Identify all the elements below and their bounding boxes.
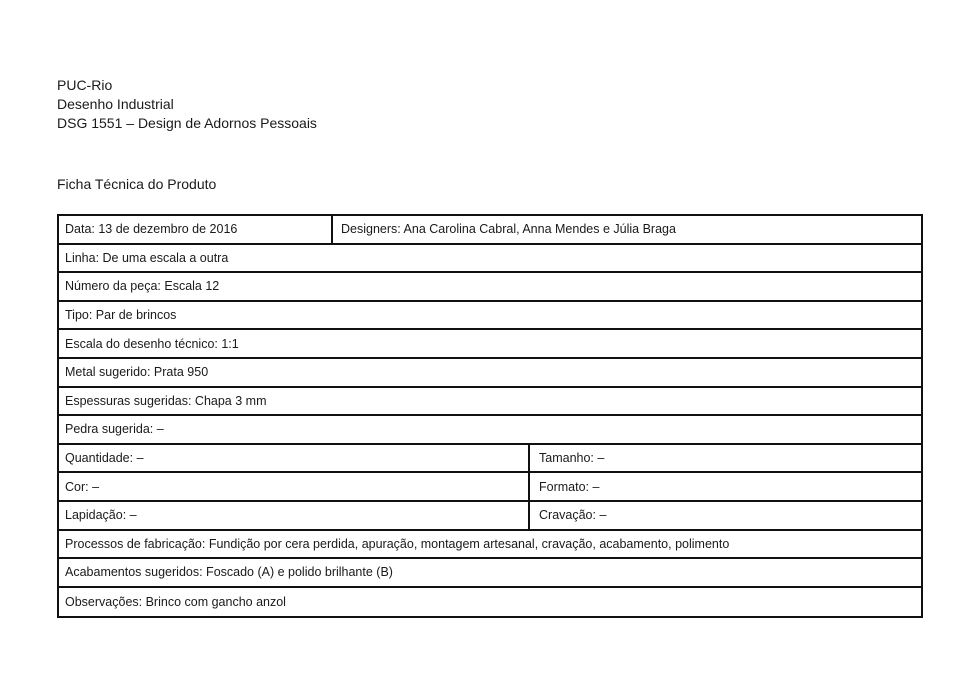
format-cell: Formato: – [539,479,600,494]
table-row [59,445,921,474]
institution-name: PUC-Rio [57,77,113,93]
document-header [57,76,317,133]
table-row [59,388,921,417]
table-row [59,302,921,331]
line-cell: Linha: De uma escala a outra [65,250,229,265]
designers-cell: Designers: Ana Carolina Cabral, Anna Mendes e Júlia Braga [341,222,676,237]
table-row [59,531,921,560]
product-spec-table [57,214,923,618]
notes-cell: Observações: Brinco com gancho anzol [65,595,286,610]
table-row [59,502,921,531]
piece-number-cell: Número da peça: Escala 12 [65,279,220,294]
table-row [59,273,921,302]
table-row [59,330,921,359]
table-row [59,588,921,617]
department-name: Desenho Industrial [57,96,174,112]
metal-cell: Metal sugerido: Prata 950 [65,365,209,380]
setting-cell: Cravação: – [539,508,607,523]
processes-cell: Processos de fabricação: Fundição por cera perdida, apuração, montagem artesanal, cravação, acabamento, polimento [65,536,730,551]
table-row [59,216,921,245]
table-row [59,559,921,588]
table-row [59,245,921,274]
drawing-scale-cell: Escala do desenho técnico: 1:1 [65,336,239,351]
table-row [59,473,921,502]
size-cell: Tamanho: – [539,451,605,466]
quantity-cell: Quantidade: – [59,445,530,472]
thickness-cell: Espessuras sugeridas: Chapa 3 mm [65,393,267,408]
date-cell: Data: 13 de dezembro de 2016 [59,216,333,243]
finishes-cell: Acabamentos sugeridos: Foscado (A) e polido brilhante (B) [65,565,393,580]
table-row [59,416,921,445]
cut-cell: Lapidação: – [59,502,530,529]
course-name: DSG 1551 – Design de Adornos Pessoais [57,115,317,131]
color-cell: Cor: – [59,473,530,500]
sheet-title: Ficha Técnica do Produto [57,176,217,192]
type-cell: Tipo: Par de brincos [65,308,177,323]
stone-cell: Pedra sugerida: – [65,422,164,437]
table-row [59,359,921,388]
